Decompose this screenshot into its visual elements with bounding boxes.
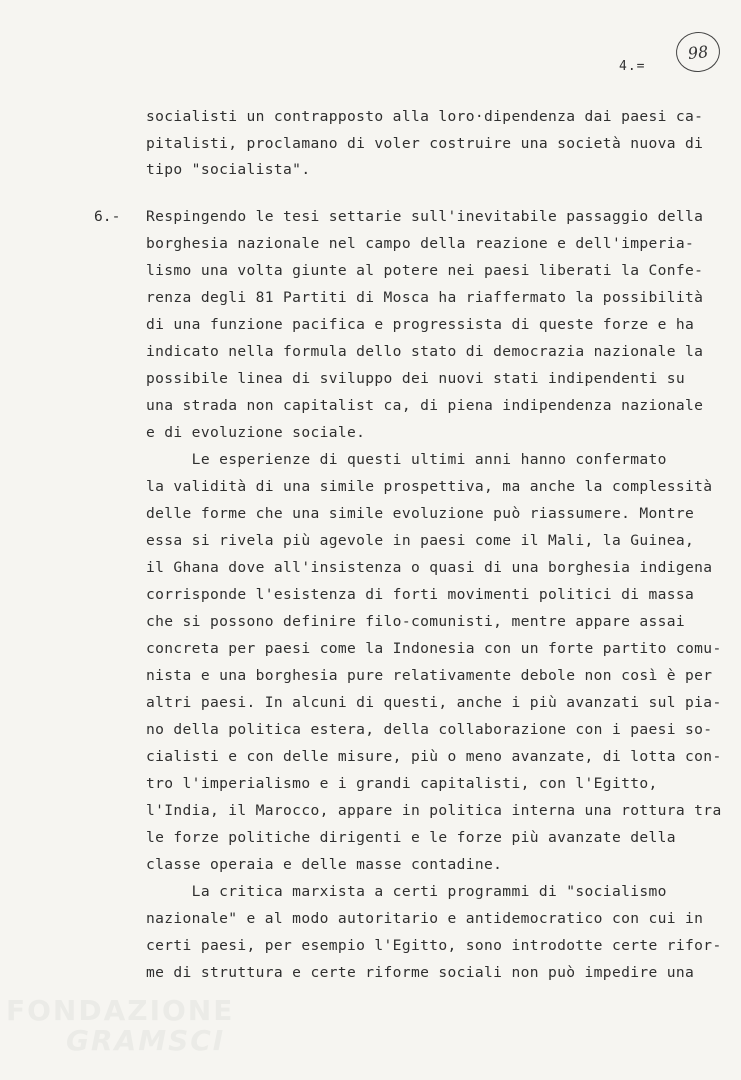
text-line: indicato nella formula dello stato di democrazia nazionale la — [146, 343, 704, 360]
text-line: me di struttura e certe riforme sociali non può impedire una — [146, 964, 695, 981]
text-line: che si possono definire filo-comunisti, mentre appare assai — [146, 613, 686, 630]
text-line: La critica marxista a certi programmi di "socialismo — [146, 883, 667, 900]
text-line: una strada non capitalist ca, di piena indipendenza nazionale — [146, 397, 704, 414]
text-line: e di evoluzione sociale. — [146, 424, 366, 441]
archive-stamp — [674, 30, 722, 74]
text-line: di una funzione pacifica e progressista di queste forze e ha — [146, 316, 695, 333]
text-line: pitalisti, proclamano di voler costruire una società nuova di — [146, 135, 704, 152]
text-line: Le esperienze di questi ultimi anni hanno confermato — [146, 451, 667, 468]
text-line: certi paesi, per esempio l'Egitto, sono introdotte certe rifor- — [146, 937, 722, 954]
text-line: tipo "socialista". — [146, 161, 311, 178]
text-line: concreta per paesi come la Indonesia con un forte partito comu- — [146, 640, 722, 657]
text-line: no della politica estera, della collaborazione con i paesi so- — [146, 721, 713, 738]
text-line: renza degli 81 Partiti di Mosca ha riaffermato la possibilità — [146, 289, 704, 306]
text-line: altri paesi. In alcuni di questi, anche i più avanzati sul pia- — [146, 694, 722, 711]
text-line: possibile linea di sviluppo dei nuovi stati indipendenti su — [146, 370, 686, 387]
text-line: nista e una borghesia pure relativamente debole non così è per — [146, 667, 713, 684]
text-line: nazionale" e al modo autoritario e antidemocratico con cui in — [146, 910, 704, 927]
text-line: borghesia nazionale nel campo della reazione e dell'imperia- — [146, 235, 695, 252]
stamp-number: 98 — [686, 41, 710, 63]
text-line: socialisti un contrapposto alla loro·dipendenza dai paesi ca- — [146, 108, 704, 125]
section-number: 6.- — [94, 208, 121, 225]
text-line: lismo una volta giunte al potere nei paesi liberati la Confe- — [146, 262, 704, 279]
text-line: tro l'imperialismo e i grandi capitalisti, con l'Egitto, — [146, 775, 658, 792]
text-line: Respingendo le tesi settarie sull'inevitabile passaggio della — [146, 208, 704, 225]
text-line: l'India, il Marocco, appare in politica interna una rottura tra — [146, 802, 722, 819]
text-line: essa si rivela più agevole in paesi come il Mali, la Guinea, — [146, 532, 695, 549]
text-line: delle forme che una simile evoluzione può riassumere. Montre — [146, 505, 695, 522]
text-line: la validità di una simile prospettiva, ma anche la complessità — [146, 478, 713, 495]
page-number: 4.= — [619, 59, 646, 74]
text-line: cialisti e con delle misure, più o meno avanzate, di lotta con- — [146, 748, 722, 765]
watermark-logo — [6, 996, 234, 1056]
text-line: le forze politiche dirigenti e le forze più avanzate della — [146, 829, 676, 846]
text-line: classe operaia e delle masse contadine. — [146, 856, 503, 873]
watermark-line: GRAMSCI — [66, 1024, 226, 1057]
text-line: il Ghana dove all'insistenza o quasi di una borghesia indigena — [146, 559, 713, 576]
text-line: corrisponde l'esistenza di forti movimenti politici di massa — [146, 586, 695, 603]
watermark-line: FONDAZIONE — [6, 994, 235, 1027]
